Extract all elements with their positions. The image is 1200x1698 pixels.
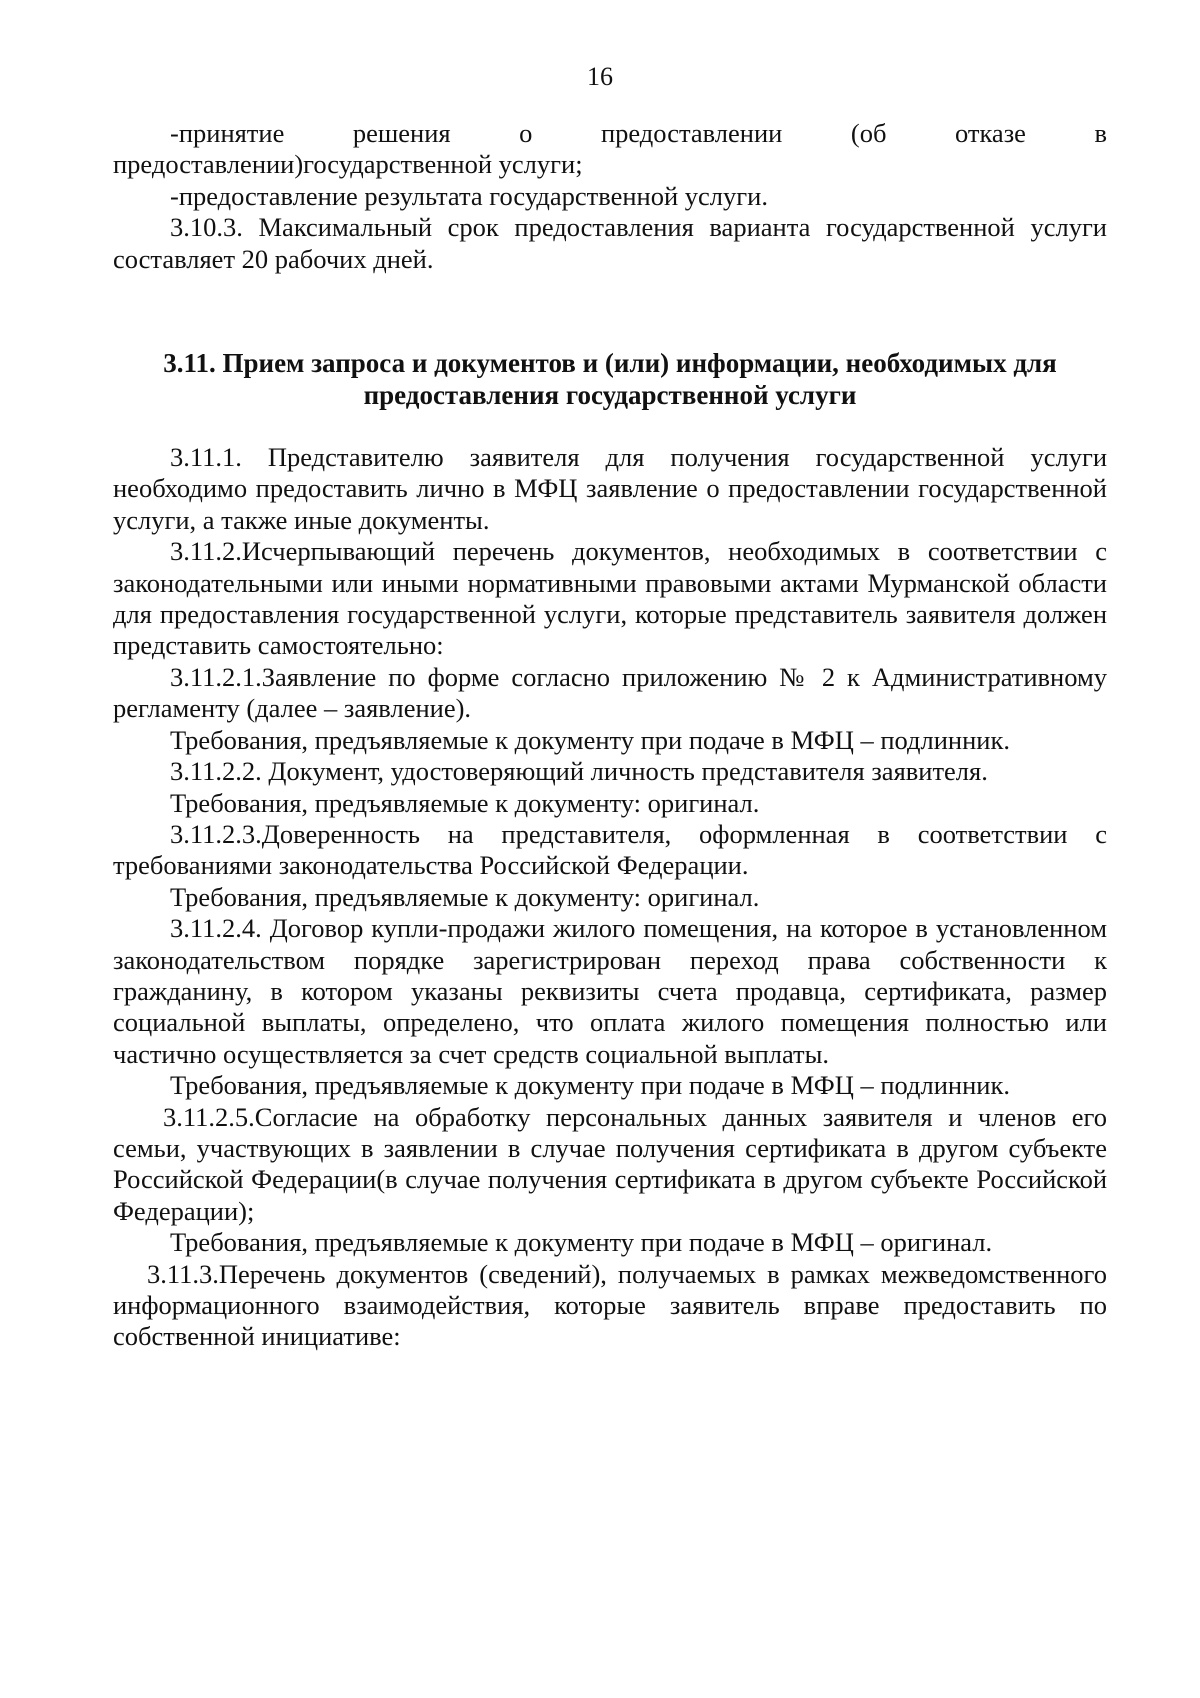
- requirements-paragraph: Требования, предъявляемые к документу при подаче в МФЦ – оригинал.: [170, 1227, 993, 1258]
- document-body: [113, 118, 1107, 1353]
- section-heading: 3.11. Прием запроса и документов и (или) информации, необходимых для предоставления государственной услуги: [163, 348, 1057, 411]
- paragraph-3-11-2: 3.11.2.Исчерпывающий перечень документов, необходимых в соответствии с законодательными или иными нормативными правовыми актами Мурманской области для предоставления государственной услуги, которые представитель заявителя должен представить самостоятельно:: [113, 536, 1107, 661]
- paragraph-3-11-2-5: 3.11.2.5.Согласие на обработку персональных данных заявителя и членов его семьи, участвующих в заявлении в случае получения сертификата в другом субъекте Российской Федерации(в случае получения сертификата в другом субъекте Российской Федерации);: [113, 1101, 1107, 1226]
- paragraph-3-10-3: 3.10.3. Максимальный срок предоставления варианта государственной услуги составляет 20 рабочих дней.: [113, 212, 1107, 274]
- paragraph-3-11-2-1: 3.11.2.1.Заявление по форме согласно приложению № 2 к Административному регламенту (далее – заявление).: [113, 661, 1107, 724]
- paragraph-3-11-3: 3.11.3.Перечень документов (сведений), получаемых в рамках межведомственного информационного взаимодействия, которые заявитель вправе предоставить по собственной инициативе:: [113, 1258, 1107, 1352]
- requirements-paragraph: Требования, предъявляемые к документу при подаче в МФЦ – подлинник.: [170, 724, 1010, 755]
- paragraph-3-11-2-3: 3.11.2.3.Доверенность на представителя, оформленная в соответствии с требованиями законодательства Российской Федерации.: [113, 818, 1107, 881]
- requirements-paragraph: Требования, предъявляемые к документу: оригинал.: [170, 787, 760, 818]
- paragraph-result: -предоставление результата государственной услуги.: [170, 180, 768, 211]
- paragraph-3-11-2-4: 3.11.2.4. Договор купли-продажи жилого помещения, на которое в установленном законодательством порядке зарегистрирован переход права собственности к гражданину, в котором указаны реквизиты счета продавца, сертификата, размер социальной выплаты, определено, что оплата жилого помещения полностью или частично осуществляется за счет средств социальной выплаты.: [113, 913, 1107, 1069]
- requirements-paragraph: Требования, предъявляемые к документу при подаче в МФЦ – подлинник.: [170, 1070, 1010, 1101]
- paragraph-3-11-2-2: 3.11.2.2. Документ, удостоверяющий личность представителя заявителя.: [170, 756, 988, 787]
- page-number: 16: [587, 62, 613, 91]
- requirements-paragraph: Требования, предъявляемые к документу: оригинал.: [170, 881, 760, 912]
- paragraph-decision: -принятие решения о предоставлении (об отказе в предоставлении)государственной услуги;: [113, 118, 1107, 180]
- paragraph-3-11-1: 3.11.1. Представителю заявителя для получения государственной услуги необходимо предоставить лично в МФЦ заявление о предоставлении государственной услуги, а также иные документы.: [113, 442, 1107, 535]
